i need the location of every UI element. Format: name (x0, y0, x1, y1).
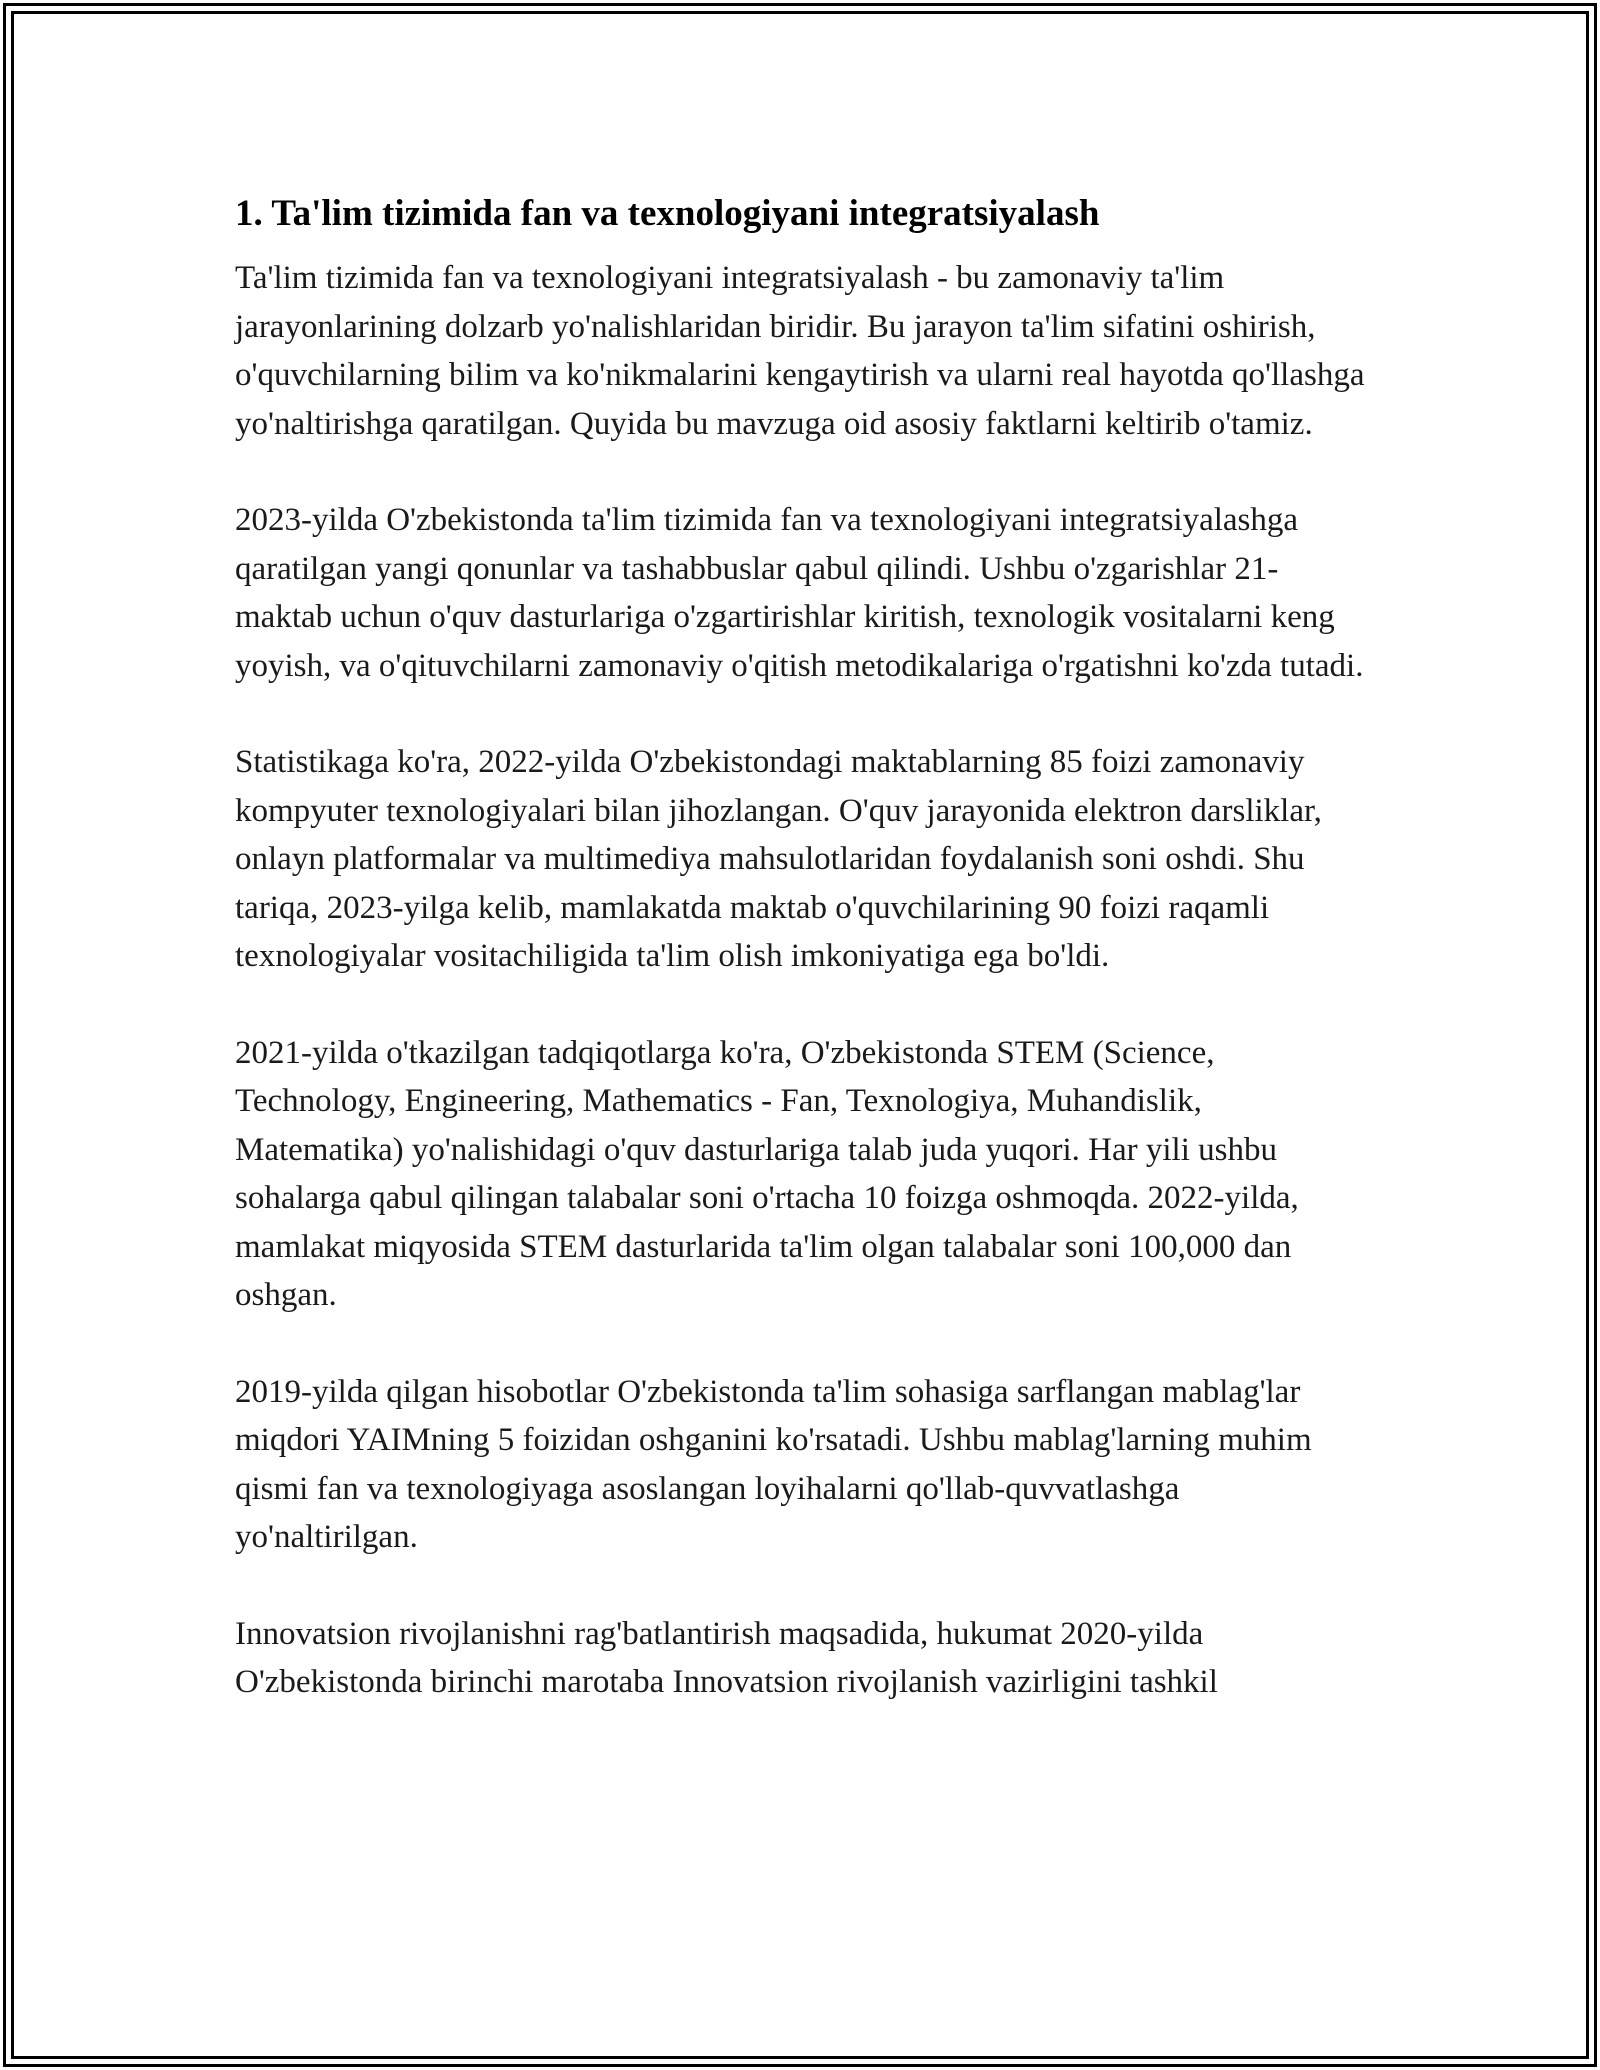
paragraph-statistics: Statistikaga ko'ra, 2022-yilda O'zbekistondagi maktablarning 85 foizi zamonaviy kompyuter texnologiyalari bilan jihozlangan. O'quv jarayonida elektron darsliklar, onlayn platformalar va multimediya mahsulotlaridan foydalanish soni oshdi. Shu tariqa, 2023-yilga kelib, mamlakatda maktab o'quvchilarining 90 foizi raqamli texnologiyalar vositachiligida ta'lim olish imkoniyatiga ega bo'ldi. (235, 744, 1322, 974)
paragraph-stem: 2021-yilda o'tkazilgan tadqiqotlarga ko'ra, O'zbekistonda STEM (Science, Technology, Engineering, Mathematics - Fan, Texnologiya, Muhandislik, Matematika) yo'nalishidagi o'quv dasturlariga talab juda yuqori. Har yili ushbu sohalarga qabul qilingan talabalar soni o'rtacha 10 foizga oshmoqda. 2022-yilda, mamlakat miqyosida STEM dasturlarida ta'lim olgan talabalar soni 100,000 dan oshgan. (235, 1034, 1299, 1313)
paragraph-intro: Ta'lim tizimida fan va texnologiyani integratsiyalash - bu zamonaviy ta'lim jarayonlarining dolzarb yo'nalishlaridan biridir. Bu jarayon ta'lim sifatini oshirish, o'quvchilarning bilim va ko'nikmalarini kengaytirish va ularni real hayotda qo'llashga yo'naltirishga qaratilgan. Quyida bu mavzuga oid asosiy faktlarni keltirib o'tamiz. (235, 260, 1365, 442)
paragraph-funding: 2019-yilda qilgan hisobotlar O'zbekistonda ta'lim sohasiga sarflangan mablag'lar miqdori YAIMning 5 foizidan oshganini ko'rsatadi. Ushbu mablag'larning muhim qismi fan va texnologiyaga asoslangan loyihalarni qo'llab-quvvatlashga yo'naltirilgan. (235, 1373, 1312, 1555)
section-heading: 1. Ta'lim tizimida fan va texnologiyani integratsiyalash (235, 193, 1100, 234)
paragraph-innovation: Innovatsion rivojlanishni rag'batlantirish maqsadida, hukumat 2020-yilda O'zbekistonda birinchi marotaba Innovatsion rivojlanish vazirligini tashkil (235, 1615, 1218, 1700)
paragraph-2023-laws: 2023-yilda O'zbekistonda ta'lim tizimida fan va texnologiyani integratsiyalashga qaratilgan yangi qonunlar va tashabbuslar qabul qilindi. Ushbu o'zgarishlar 21-maktab uchun o'quv dasturlariga o'zgartirishlar kiritish, texnologik vositalarni keng yoyish, va o'qituvchilarni zamonaviy o'qitish metodikalariga o'rgatishni ko'zda tutadi. (235, 502, 1364, 684)
document-body (235, 188, 1365, 1755)
